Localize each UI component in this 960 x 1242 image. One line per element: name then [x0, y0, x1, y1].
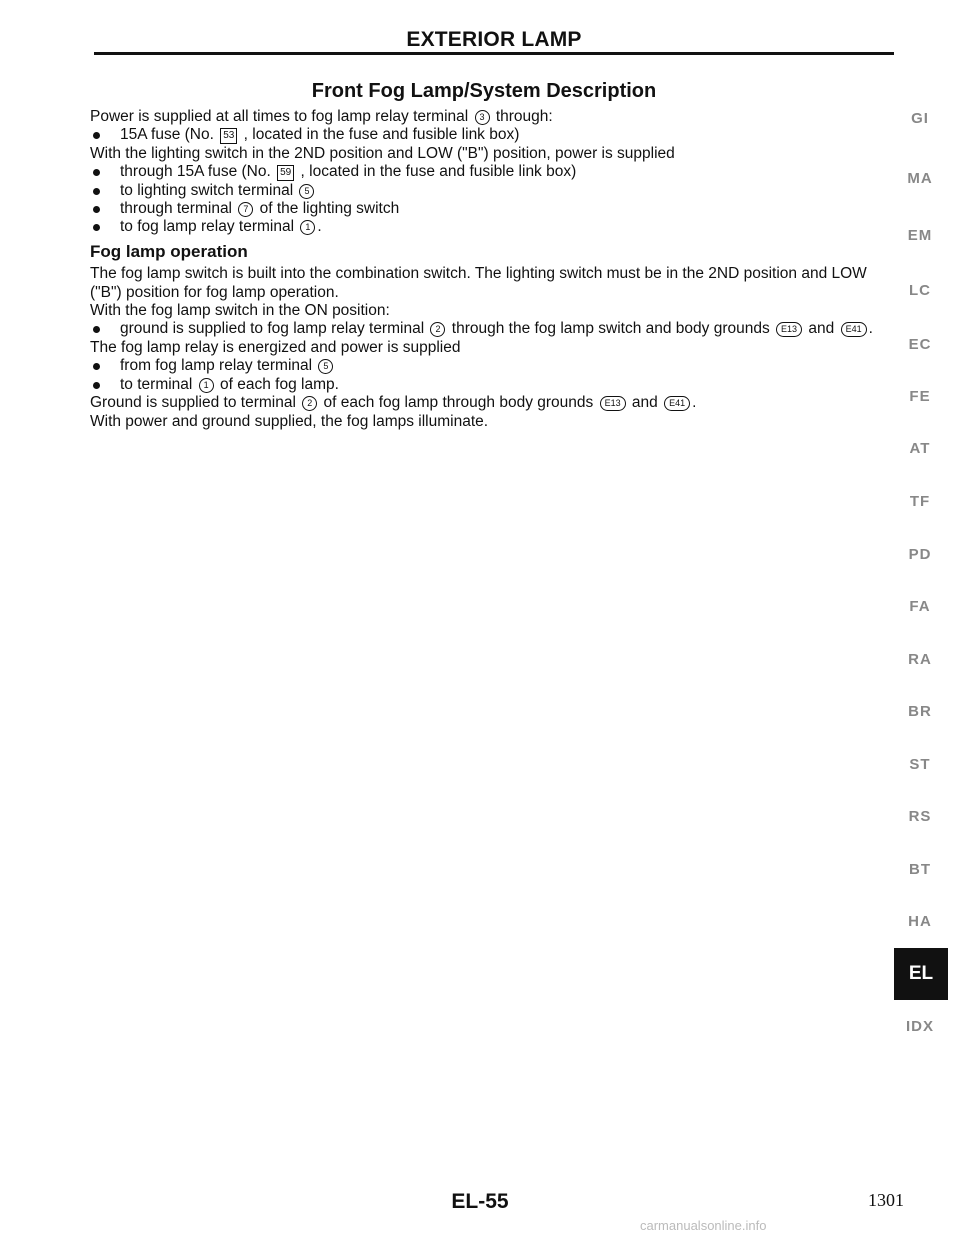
- section-tab[interactable]: IDX: [905, 1018, 934, 1035]
- fuse-number-box: 53: [220, 128, 237, 144]
- ground-marker: E13: [776, 322, 802, 337]
- list-item: to fog lamp relay terminal 1 .: [90, 218, 890, 236]
- page-header-title: EXTERIOR LAMP: [406, 28, 582, 51]
- section-tab[interactable]: EC: [908, 336, 932, 353]
- paragraph: With the fog lamp switch in the ON position:: [90, 302, 390, 320]
- terminal-marker: 2: [430, 322, 445, 337]
- page-number: 1301: [868, 1190, 904, 1210]
- list-item: from fog lamp relay terminal 5: [90, 357, 890, 375]
- ground-marker: E41: [841, 322, 867, 337]
- list-item: to lighting switch terminal 5: [90, 182, 890, 200]
- section-tab[interactable]: ST: [909, 756, 931, 773]
- list-item: to terminal 1 of each fog lamp.: [90, 376, 890, 394]
- paragraph: The fog lamp relay is energized and power is supplied: [90, 338, 461, 356]
- paragraph: With the lighting switch in the 2ND position and LOW ("B") position, power is supplied: [90, 144, 675, 162]
- section-title: Front Fog Lamp/System Description: [311, 80, 657, 102]
- ground-marker: E41: [664, 396, 690, 411]
- body-text: [90, 108, 890, 431]
- list-item: ground is supplied to fog lamp relay terminal 2 through the fog lamp switch and body grounds E13 and E41 .: [90, 320, 890, 338]
- section-tab[interactable]: MA: [907, 170, 933, 187]
- paragraph: The fog lamp switch is built into the combination switch. The lighting switch must be in the 2ND position and LOW ("B") position for fog lamp operation.: [90, 265, 867, 301]
- section-tab[interactable]: RA: [908, 651, 932, 668]
- list-item: through terminal 7 of the lighting switch: [90, 200, 890, 218]
- section-tab[interactable]: FA: [909, 598, 931, 615]
- section-tab[interactable]: PD: [908, 546, 932, 563]
- page-code: EL-55: [451, 1190, 509, 1213]
- section-tab[interactable]: AT: [909, 440, 931, 457]
- section-tab[interactable]: GI: [911, 110, 929, 127]
- subsection-heading: Fog lamp operation: [90, 241, 248, 261]
- section-tab-active[interactable]: EL: [894, 948, 948, 1000]
- terminal-marker: 5: [318, 359, 333, 374]
- section-tab[interactable]: HA: [908, 913, 932, 930]
- paragraph: With power and ground supplied, the fog lamps illuminate.: [90, 412, 489, 430]
- section-tab[interactable]: LC: [909, 282, 931, 299]
- section-tab[interactable]: EM: [907, 227, 933, 244]
- terminal-marker: 5: [299, 184, 314, 199]
- list-item: 15A fuse (No. 53 , located in the fuse and fusible link box): [90, 126, 890, 144]
- terminal-marker: 7: [238, 202, 253, 217]
- section-tab[interactable]: TF: [909, 493, 931, 510]
- terminal-marker: 1: [199, 378, 214, 393]
- terminal-marker: 1: [300, 220, 315, 235]
- watermark-text: carmanualsonline.info: [640, 1218, 767, 1233]
- header-rule: [94, 52, 894, 55]
- power-intro: Power is supplied at all times to fog lamp relay terminal 3 through:: [90, 108, 553, 125]
- terminal-marker: 3: [475, 110, 490, 125]
- terminal-marker: 2: [302, 396, 317, 411]
- section-tab[interactable]: RS: [908, 808, 932, 825]
- section-tab[interactable]: BT: [909, 861, 931, 878]
- ground-marker: E13: [600, 396, 626, 411]
- section-tab[interactable]: FE: [909, 388, 931, 405]
- section-tab[interactable]: BR: [908, 703, 932, 720]
- list-item: through 15A fuse (No. 59 , located in the fuse and fusible link box): [90, 163, 890, 181]
- fuse-number-box: 59: [277, 165, 294, 181]
- paragraph: Ground is supplied to terminal 2 of each fog lamp through body grounds E13 and E41 .: [90, 394, 697, 412]
